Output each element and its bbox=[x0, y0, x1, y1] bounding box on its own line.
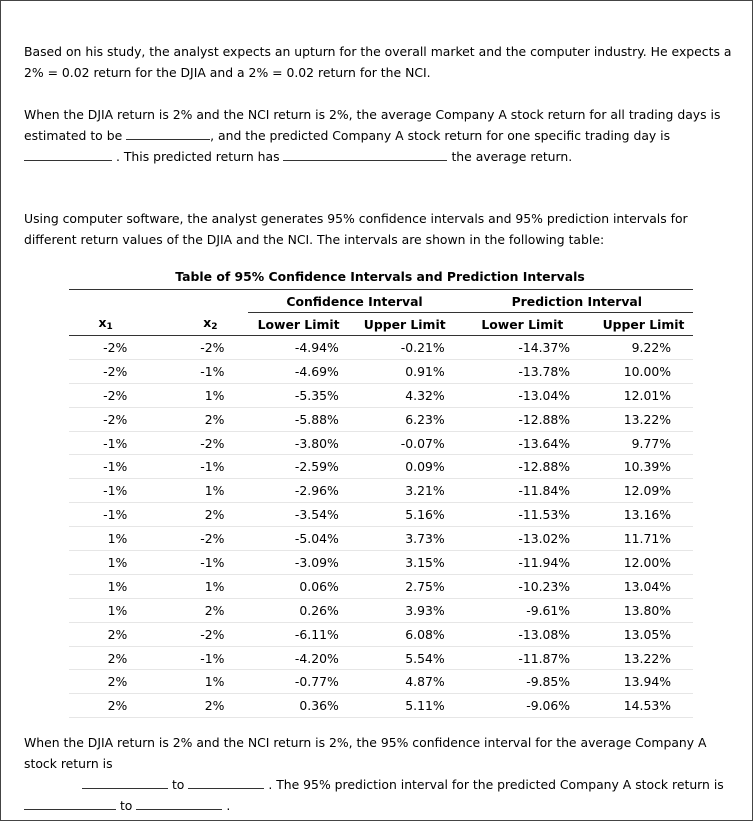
pi-upper-cell: 11.71% bbox=[584, 527, 693, 551]
ci-upper-cell: 3.15% bbox=[349, 551, 461, 575]
ci-lower-cell: -2.59% bbox=[248, 455, 348, 479]
x1-cell: -1% bbox=[69, 503, 132, 527]
software-paragraph bbox=[24, 208, 736, 250]
pi-lower-cell: -11.53% bbox=[461, 503, 584, 527]
x1-cell: -2% bbox=[69, 359, 132, 383]
pi-upper-cell: 13.22% bbox=[584, 407, 693, 431]
ci-upper-cell: 6.08% bbox=[349, 622, 461, 646]
pi-upper-cell: 10.00% bbox=[584, 359, 693, 383]
pi-group-header: Prediction Interval bbox=[461, 290, 693, 313]
pi-lower-cell: -9.85% bbox=[461, 670, 584, 694]
ci-upper-cell: 0.91% bbox=[349, 359, 461, 383]
pi-lower-cell: -13.02% bbox=[461, 527, 584, 551]
ci-lower-cell: -0.77% bbox=[248, 670, 348, 694]
table-row bbox=[69, 670, 693, 694]
ci-upper-cell: 0.09% bbox=[349, 455, 461, 479]
q2-text-1: When the DJIA return is 2% and the NCI return is 2%, the 95% confidence interval for the average Company A stock return is bbox=[24, 735, 707, 771]
table-title: Table of 95% Confidence Intervals and Prediction Intervals bbox=[175, 269, 585, 284]
x2-cell: 1% bbox=[132, 670, 248, 694]
ci-lower-cell: -3.80% bbox=[248, 431, 348, 455]
ci-lower-cell: 0.26% bbox=[248, 598, 348, 622]
table-row bbox=[69, 598, 693, 622]
ci-lower-cell: -4.69% bbox=[248, 359, 348, 383]
ci-upper-header: Upper Limit bbox=[349, 313, 461, 336]
ci-lower-blank[interactable] bbox=[82, 776, 168, 789]
pi-upper-cell: 13.22% bbox=[584, 646, 693, 670]
x2-cell: -2% bbox=[132, 431, 248, 455]
table-row bbox=[69, 551, 693, 575]
table-row bbox=[69, 359, 693, 383]
x1-cell: -1% bbox=[69, 431, 132, 455]
ci-upper-cell: 4.87% bbox=[349, 670, 461, 694]
ci-lower-cell: -3.54% bbox=[248, 503, 348, 527]
pi-upper-cell: 13.16% bbox=[584, 503, 693, 527]
table-row bbox=[69, 455, 693, 479]
pi-upper-cell: 12.01% bbox=[584, 383, 693, 407]
x1-header: $x_1$ bbox=[69, 313, 132, 336]
ci-lower-cell: -6.11% bbox=[248, 622, 348, 646]
pi-upper-cell: 12.00% bbox=[584, 551, 693, 575]
pi-lower-cell: -12.88% bbox=[461, 455, 584, 479]
pi-lower-cell: -13.08% bbox=[461, 622, 584, 646]
q2-to-2: to bbox=[119, 798, 133, 813]
x1-cell: 1% bbox=[69, 574, 132, 598]
x2-cell: -1% bbox=[132, 359, 248, 383]
x1-cell: -2% bbox=[69, 336, 132, 360]
x2-cell: 1% bbox=[132, 479, 248, 503]
pi-upper-cell: 9.22% bbox=[584, 336, 693, 360]
ci-upper-cell: -0.07% bbox=[349, 431, 461, 455]
q2-end: . bbox=[226, 798, 231, 813]
q2-to-1: to bbox=[171, 777, 185, 792]
x1-cell: 1% bbox=[69, 551, 132, 575]
ci-upper-cell: 5.16% bbox=[349, 503, 461, 527]
x2-cell: -2% bbox=[132, 527, 248, 551]
x1-cell: -1% bbox=[69, 479, 132, 503]
x2-cell: 1% bbox=[132, 383, 248, 407]
pi-upper-cell: 13.05% bbox=[584, 622, 693, 646]
pi-upper-cell: 13.04% bbox=[584, 574, 693, 598]
pi-lower-cell: -9.06% bbox=[461, 694, 584, 718]
ci-upper-cell: 6.23% bbox=[349, 407, 461, 431]
table-body bbox=[69, 336, 693, 718]
pi-lower-cell: -11.87% bbox=[461, 646, 584, 670]
ci-lower-header: Lower Limit bbox=[248, 313, 348, 336]
ci-lower-cell: -4.94% bbox=[248, 336, 348, 360]
x2-cell: 2% bbox=[132, 598, 248, 622]
ci-upper-cell: 3.73% bbox=[349, 527, 461, 551]
question1-paragraph bbox=[24, 104, 736, 167]
table-row bbox=[69, 336, 693, 360]
q2-text-2: . The 95% prediction interval for the predicted Company A stock return is bbox=[268, 777, 724, 792]
x2-cell: 2% bbox=[132, 407, 248, 431]
ci-upper-cell: -0.21% bbox=[349, 336, 461, 360]
table-row bbox=[69, 527, 693, 551]
pi-lower-cell: -12.88% bbox=[461, 407, 584, 431]
avg-return-blank[interactable] bbox=[126, 127, 210, 140]
comparison-blank[interactable] bbox=[283, 148, 447, 161]
pi-upper-cell: 13.80% bbox=[584, 598, 693, 622]
intervals-table bbox=[69, 289, 693, 718]
q1-text-3: . This predicted return has bbox=[115, 149, 280, 164]
table-row bbox=[69, 622, 693, 646]
ci-lower-cell: 0.36% bbox=[248, 694, 348, 718]
ci-group-header: Confidence Interval bbox=[248, 290, 460, 313]
pi-upper-cell: 13.94% bbox=[584, 670, 693, 694]
pi-lower-cell: -13.64% bbox=[461, 431, 584, 455]
ci-upper-cell: 3.21% bbox=[349, 479, 461, 503]
x1-cell: 2% bbox=[69, 646, 132, 670]
pi-upper-cell: 12.09% bbox=[584, 479, 693, 503]
predicted-return-blank[interactable] bbox=[24, 148, 112, 161]
pi-lower-header: Lower Limit bbox=[461, 313, 584, 336]
pi-lower-cell: -10.23% bbox=[461, 574, 584, 598]
table-row bbox=[69, 431, 693, 455]
x2-cell: -1% bbox=[132, 551, 248, 575]
q1-text-2: , and the predicted Company A stock return for one specific trading day is bbox=[210, 128, 671, 143]
table-row bbox=[69, 479, 693, 503]
question2-paragraph bbox=[24, 732, 736, 816]
pi-lower-cell: -13.04% bbox=[461, 383, 584, 407]
intro-text: Based on his study, the analyst expects an upturn for the overall market and the computer industry. He expects a 2% = 0.02 return for the DJIA and a 2% = 0.02 return for the NCI. bbox=[24, 44, 732, 80]
pi-lower-cell: -11.94% bbox=[461, 551, 584, 575]
x1-cell: 2% bbox=[69, 694, 132, 718]
table-row bbox=[69, 407, 693, 431]
ci-lower-cell: -5.35% bbox=[248, 383, 348, 407]
x2-cell: -1% bbox=[132, 646, 248, 670]
pi-upper-blank[interactable] bbox=[136, 797, 222, 810]
blank-group-header bbox=[69, 290, 248, 313]
table-row bbox=[69, 383, 693, 407]
pi-lower-cell: -9.61% bbox=[461, 598, 584, 622]
ci-upper-cell: 5.11% bbox=[349, 694, 461, 718]
intro-paragraph bbox=[24, 41, 736, 83]
x2-cell: 2% bbox=[132, 503, 248, 527]
x1-cell: -2% bbox=[69, 383, 132, 407]
q1-text-4: the average return. bbox=[451, 149, 573, 164]
pi-upper-cell: 9.77% bbox=[584, 431, 693, 455]
ci-upper-cell: 5.54% bbox=[349, 646, 461, 670]
x2-cell: -1% bbox=[132, 455, 248, 479]
pi-lower-blank[interactable] bbox=[24, 797, 116, 810]
pi-lower-cell: -11.84% bbox=[461, 479, 584, 503]
pi-upper-header: Upper Limit bbox=[584, 313, 693, 336]
table-row bbox=[69, 503, 693, 527]
ci-lower-cell: -5.04% bbox=[248, 527, 348, 551]
ci-upper-cell: 2.75% bbox=[349, 574, 461, 598]
pi-upper-cell: 10.39% bbox=[584, 455, 693, 479]
pi-lower-cell: -13.78% bbox=[461, 359, 584, 383]
ci-lower-cell: -5.88% bbox=[248, 407, 348, 431]
x1-cell: 1% bbox=[69, 527, 132, 551]
x1-cell: 1% bbox=[69, 598, 132, 622]
x2-cell: -2% bbox=[132, 622, 248, 646]
x1-cell: 2% bbox=[69, 622, 132, 646]
table-row bbox=[69, 574, 693, 598]
ci-lower-cell: -2.96% bbox=[248, 479, 348, 503]
software-text: Using computer software, the analyst generates 95% confidence intervals and 95% prediction intervals for different return values of the DJIA and the NCI. The intervals are shown in the following table: bbox=[24, 211, 688, 247]
x2-cell: 1% bbox=[132, 574, 248, 598]
ci-upper-cell: 3.93% bbox=[349, 598, 461, 622]
ci-upper-cell: 4.32% bbox=[349, 383, 461, 407]
ci-lower-cell: -4.20% bbox=[248, 646, 348, 670]
pi-upper-cell: 14.53% bbox=[584, 694, 693, 718]
q1-text-1: When the DJIA return is 2% and the NCI return is 2%, the average Company A stock return for all trading days is estimated to be bbox=[24, 107, 721, 143]
x1-cell: -2% bbox=[69, 407, 132, 431]
pi-lower-cell: -14.37% bbox=[461, 336, 584, 360]
ci-lower-cell: -3.09% bbox=[248, 551, 348, 575]
x2-cell: 2% bbox=[132, 694, 248, 718]
table-row bbox=[69, 694, 693, 718]
x2-cell: -2% bbox=[132, 336, 248, 360]
ci-lower-cell: 0.06% bbox=[248, 574, 348, 598]
x2-header: $x_2$ bbox=[132, 313, 248, 336]
ci-upper-blank[interactable] bbox=[188, 776, 264, 789]
x1-cell: 2% bbox=[69, 670, 132, 694]
table-row bbox=[69, 646, 693, 670]
x1-cell: -1% bbox=[69, 455, 132, 479]
